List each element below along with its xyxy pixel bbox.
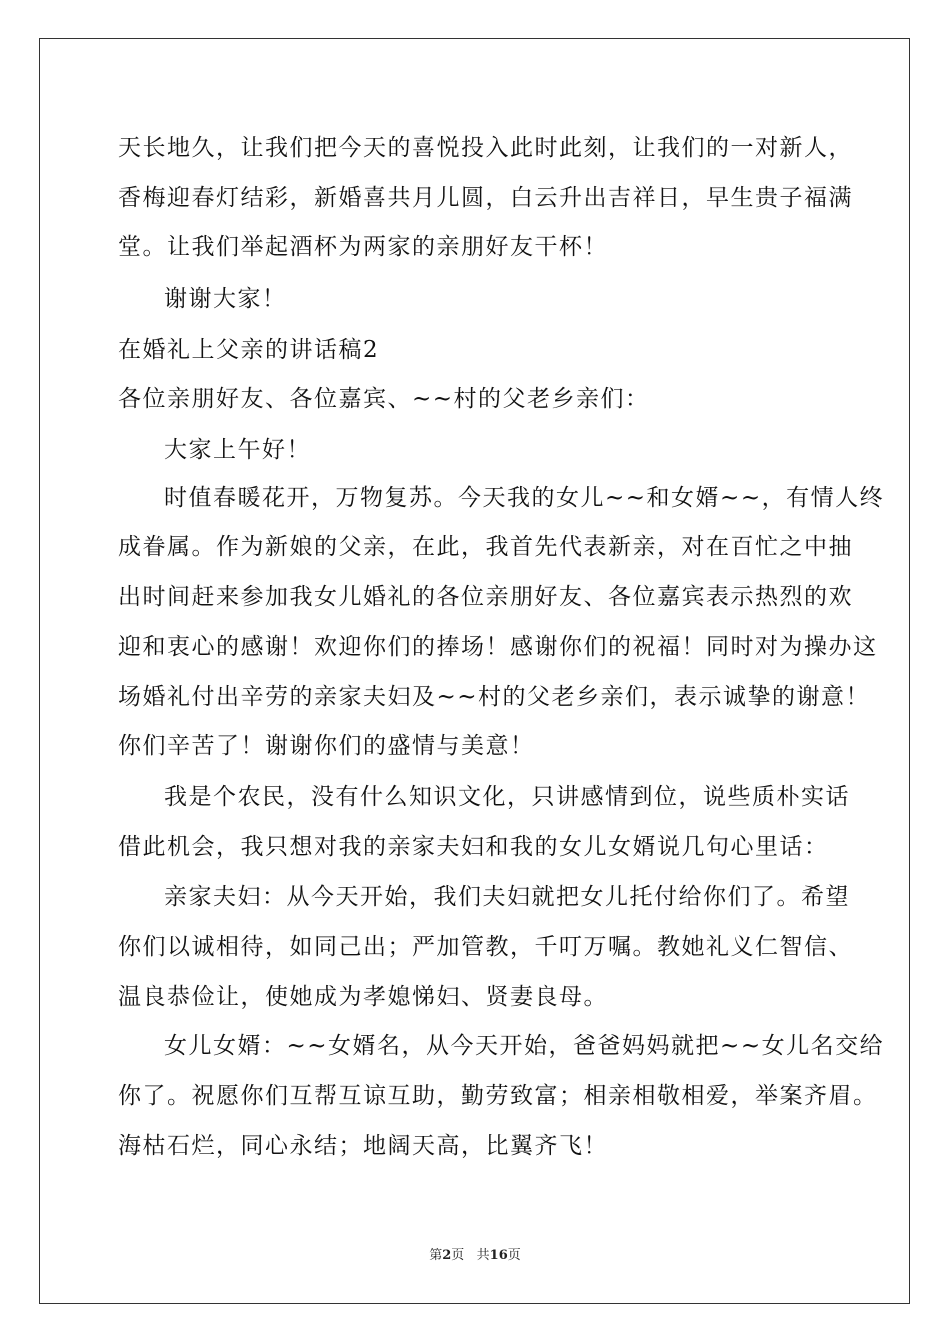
text-line: 迎和衷心的感谢！欢迎你们的捧场！感谢你们的祝福！同时对为操办这 [118,634,878,660]
salutation: 各位亲朋好友、各位嘉宾、~~村的父老乡亲们： [118,386,650,412]
text-line: 香梅迎春灯结彩，新婚喜共月儿圆，白云升出吉祥日，早生贵子福满 [118,185,853,211]
greeting: 大家上午好！ [164,437,311,463]
text-line: 亲家夫妇：从今天开始，我们夫妇就把女儿托付给你们了。希望 [164,884,850,910]
text-line: 出时间赶来参加我女儿婚礼的各位亲朋好友、各位嘉宾表示热烈的欢 [118,584,853,610]
text-line: 海枯石烂，同心永结；地阔天高，比翼齐飞！ [118,1133,608,1159]
text-line: 成眷属。作为新娘的父亲，在此，我首先代表新亲，对在百忙之中抽 [118,534,853,560]
text-line: 女儿女婿：~~女婿名，从今天开始，爸爸妈妈就把~~女儿名交给 [164,1033,885,1059]
text-line: 堂。让我们举起酒杯为两家的亲朋好友干杯！ [118,234,608,260]
text-line: 你了。祝愿你们互帮互谅互助，勤劳致富；相亲相敬相爱，举案齐眉。 [118,1083,878,1109]
current-page-number: 2 [442,1248,452,1263]
text-line: 温良恭俭让，使她成为孝媳悌妇、贤妻良母。 [118,984,608,1010]
footer-separator: 页 共 [451,1248,490,1263]
footer-suffix: 页 [507,1248,521,1263]
text-line: 天长地久，让我们把今天的喜悦投入此时此刻，让我们的一对新人， [118,135,853,161]
text-line: 谢谢大家！ [164,286,287,312]
text-line: 时值春暖花开，万物复苏。今天我的女儿~~和女婿~~，有情人终 [164,485,885,511]
text-line: 你们以诚相待，如同己出；严加管教，千叮万嘱。教她礼义仁智信、 [118,934,853,960]
page-footer [0,1247,950,1265]
section-heading: 在婚礼上父亲的讲话稿2 [118,337,380,363]
total-page-number: 16 [489,1248,508,1263]
page-border [39,38,910,1304]
text-line: 我是个农民，没有什么知识文化，只讲感情到位，说些质朴实话 [164,784,850,810]
footer-prefix: 第 [429,1248,443,1263]
text-line: 场婚礼付出辛劳的亲家夫妇及~~村的父老乡亲们，表示诚挚的谢意！ [118,684,871,710]
text-line: 你们辛苦了！谢谢你们的盛情与美意！ [118,733,535,759]
text-line: 借此机会，我只想对我的亲家夫妇和我的女儿女婿说几句心里话： [118,834,829,860]
